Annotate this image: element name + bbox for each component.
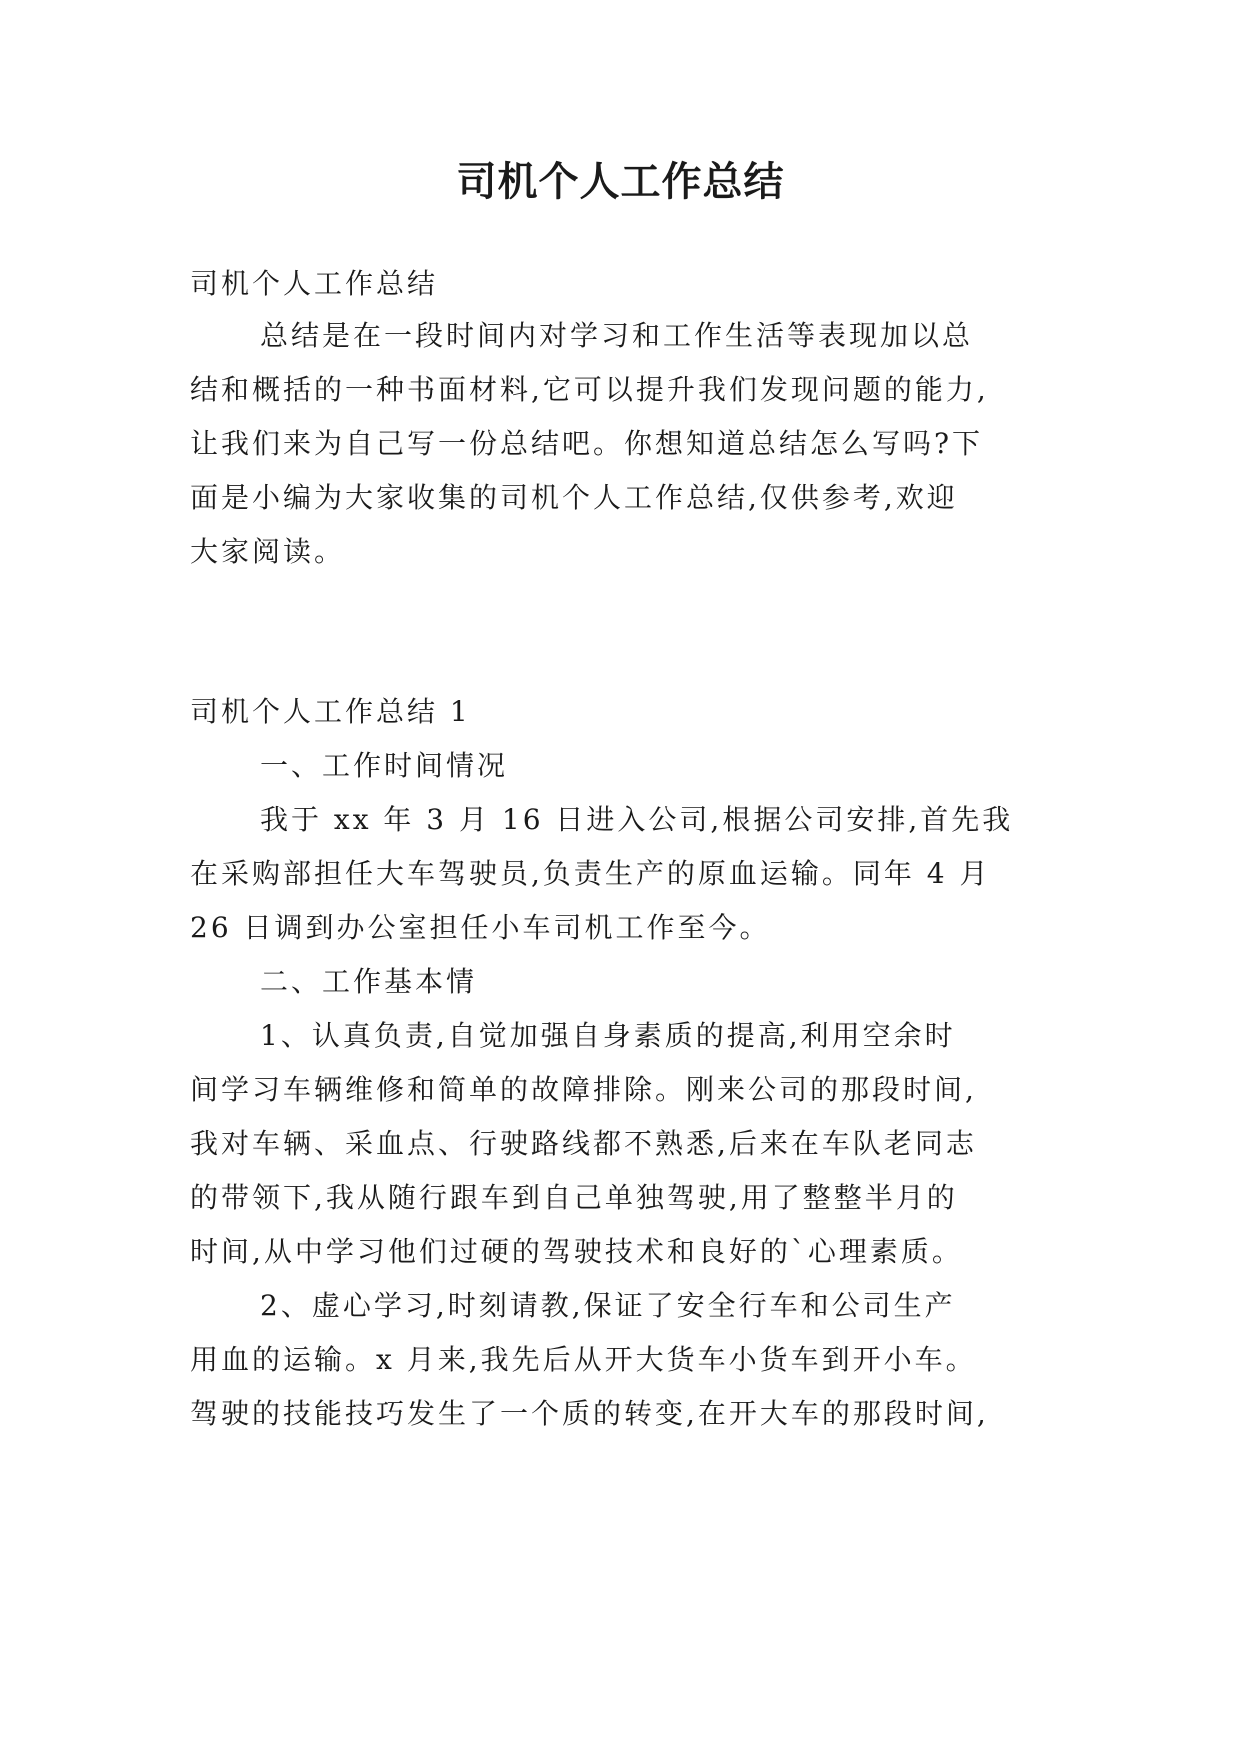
paragraph-line: 我对车辆、采血点、行驶路线都不熟悉,后来在车队老同志 — [190, 1127, 977, 1160]
paragraph-line: 我于 xx 年 3 月 16 日进入公司,根据公司安排,首先我 — [260, 803, 1014, 836]
paragraph-line: 结和概括的一种书面材料,它可以提升我们发现问题的能力, — [190, 373, 989, 406]
paragraph-line: 26 日调到办公室担任小车司机工作至今。 — [190, 911, 771, 944]
paragraph-line: 1、认真负责,自觉加强自身素质的提高,利用空余时 — [260, 1019, 956, 1052]
paragraph-line: 时间,从中学习他们过硬的驾驶技术和良好的`心理素质。 — [190, 1235, 963, 1268]
paragraph-line: 驾驶的技能技巧发生了一个质的转变,在开大车的那段时间, — [190, 1397, 989, 1430]
paragraph-line: 总结是在一段时间内对学习和工作生活等表现加以总 — [260, 319, 974, 352]
paragraph-line: 面是小编为大家收集的司机个人工作总结,仅供参考,欢迎 — [190, 481, 958, 514]
paragraph-line: 的带领下,我从随行跟车到自己单独驾驶,用了整整半月的 — [190, 1181, 958, 1214]
paragraph-line: 间学习车辆维修和简单的故障排除。刚来公司的那段时间, — [190, 1073, 977, 1106]
document-title: 司机个人工作总结 — [456, 159, 785, 205]
paragraph-line: 让我们来为自己写一份总结吧。你想知道总结怎么写吗?下 — [190, 427, 984, 460]
subsection-heading: 二、工作基本情 — [260, 965, 478, 998]
intro-heading: 司机个人工作总结 — [190, 267, 439, 300]
section-heading: 司机个人工作总结 1 — [190, 695, 471, 728]
paragraph-line: 用血的运输。x 月来,我先后从开大货车小货车到开小车。 — [190, 1343, 977, 1376]
paragraph-line: 大家阅读。 — [190, 535, 346, 568]
paragraph-line: 在采购部担任大车驾驶员,负责生产的原血运输。同年 4 月 — [190, 857, 991, 890]
paragraph-line: 2、虚心学习,时刻请教,保证了安全行车和公司生产 — [260, 1289, 956, 1322]
subsection-heading: 一、工作时间情况 — [260, 749, 509, 782]
